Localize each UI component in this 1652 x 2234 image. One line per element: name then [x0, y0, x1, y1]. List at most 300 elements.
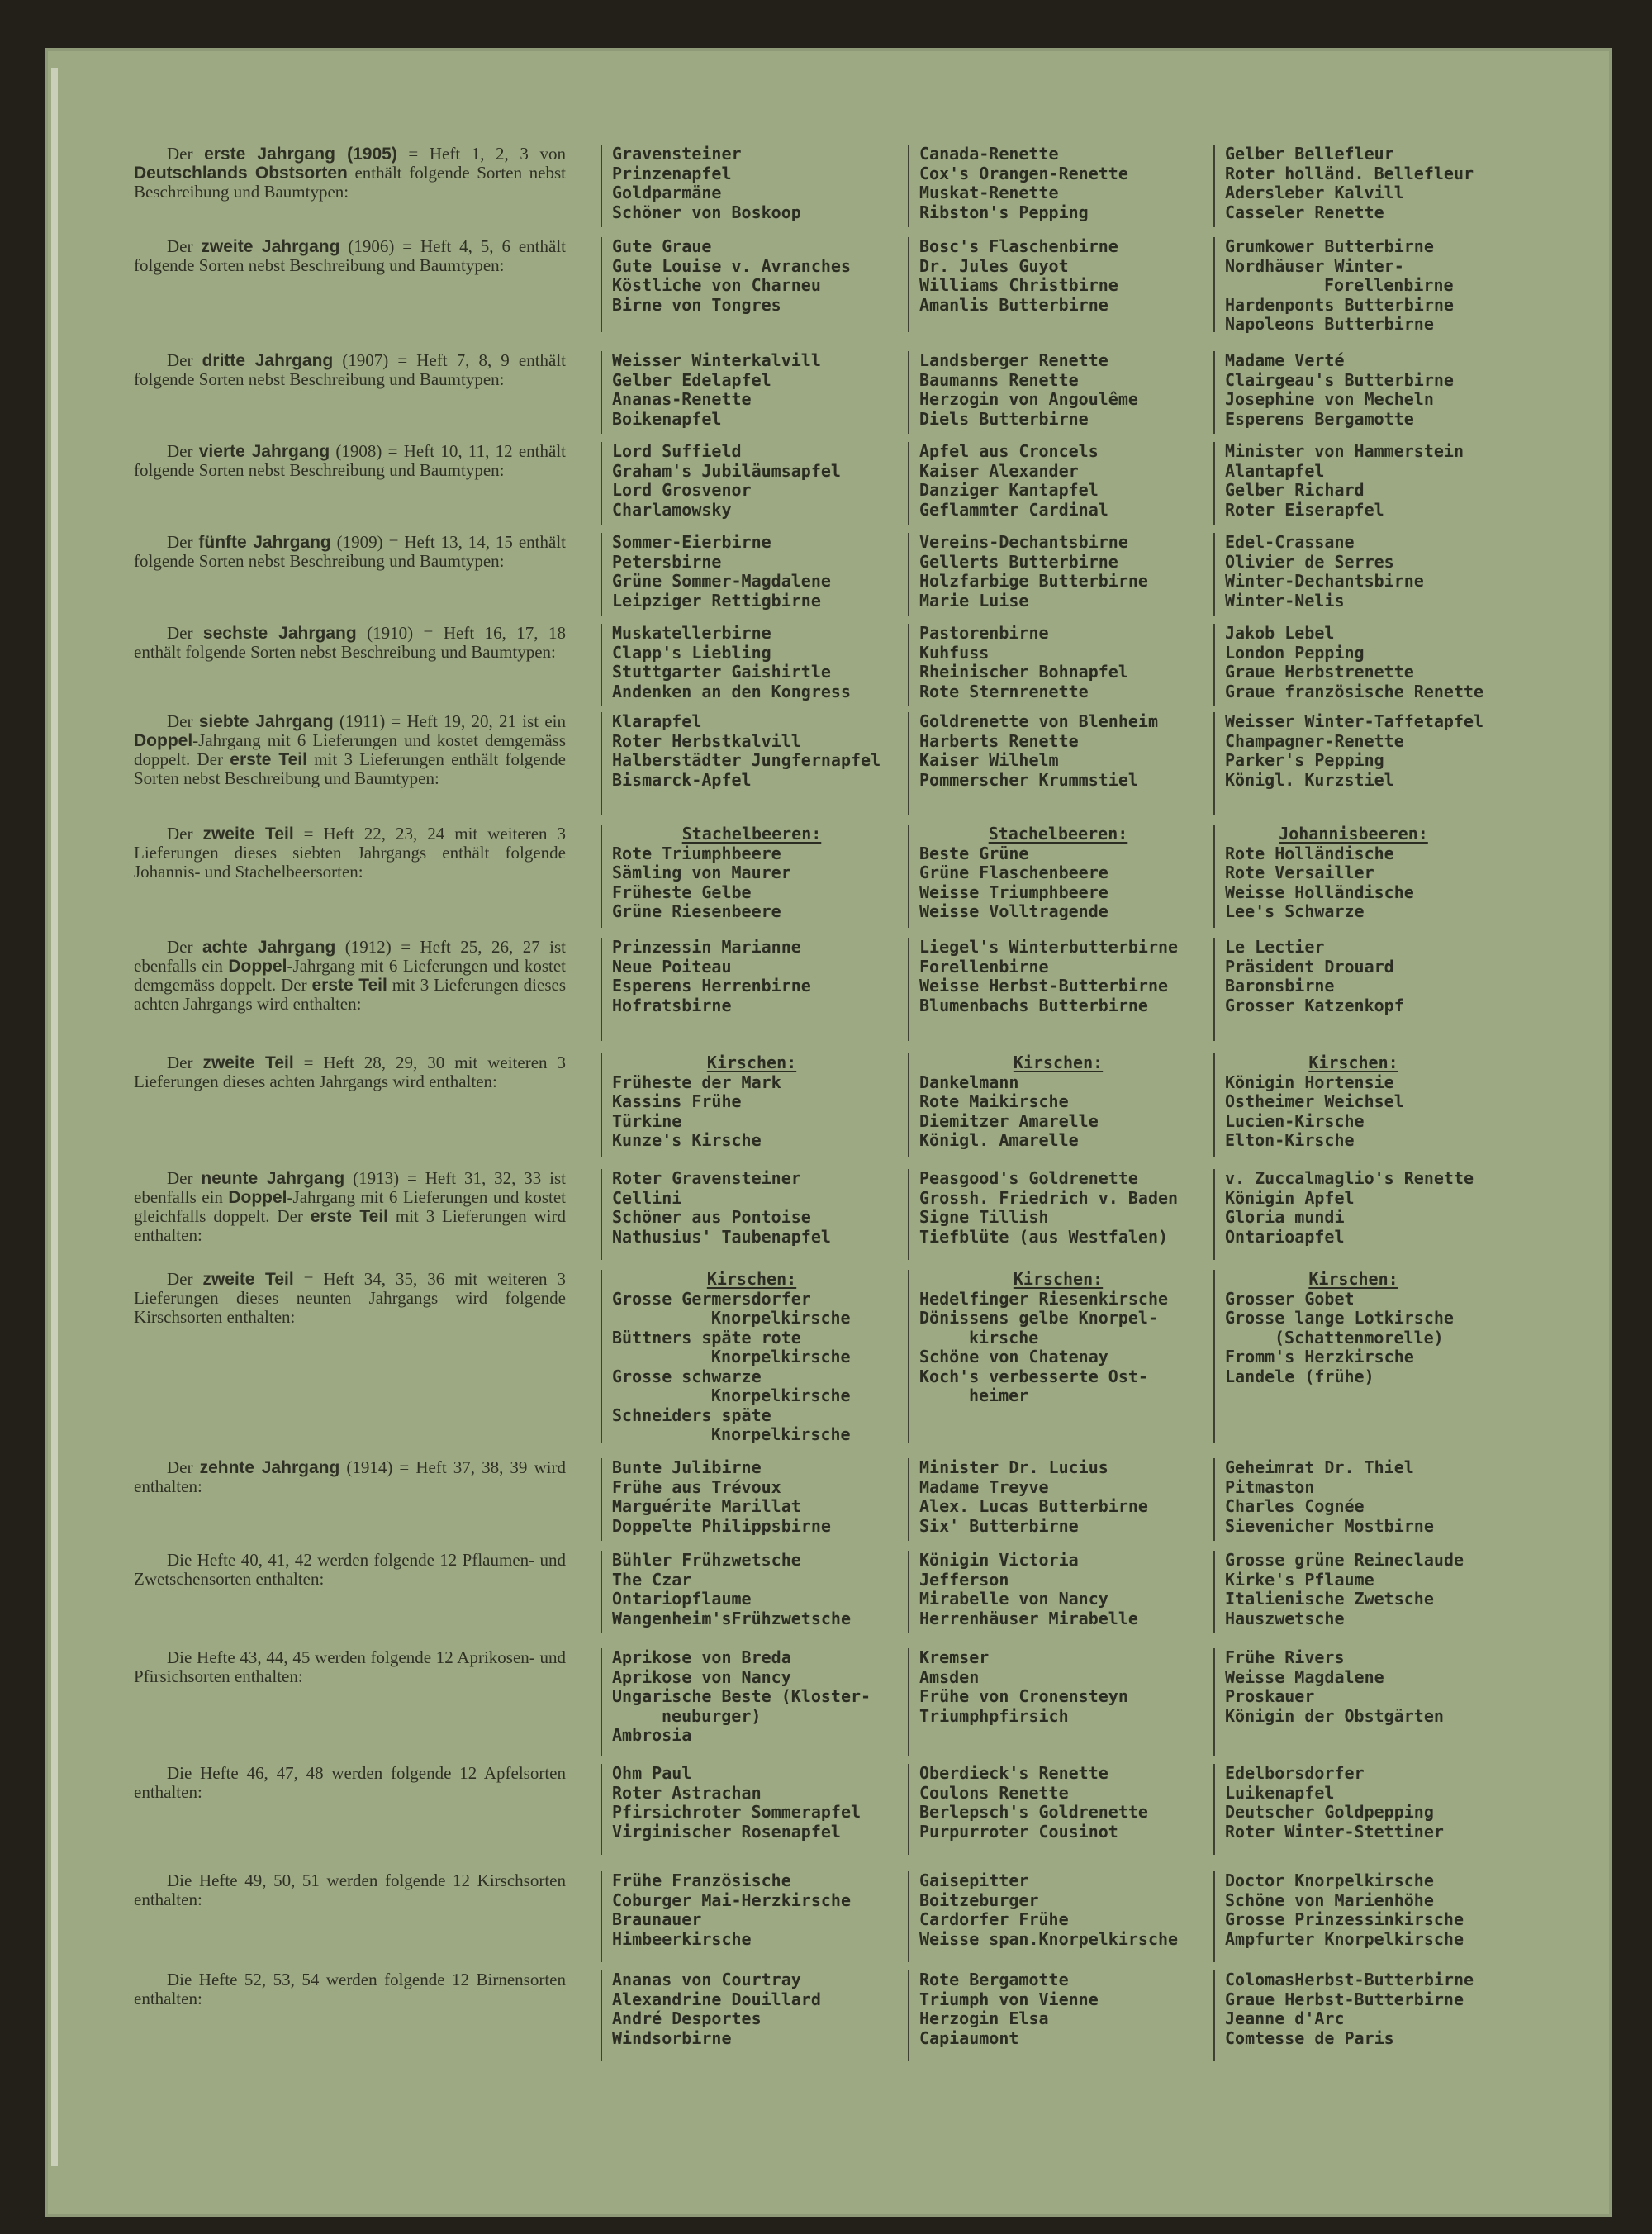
variety-name: Danziger Kantapfel	[919, 480, 1099, 500]
variety-name: Grosser Katzenkopf	[1225, 995, 1404, 1015]
variety-name: Clapp's Liebling	[612, 642, 771, 663]
variety-name: Cox's Orangen-Renette	[919, 163, 1128, 183]
variety-name: Baumanns Renette	[919, 369, 1079, 390]
variety-name: André Desportes	[612, 2008, 762, 2028]
variety-name: Rote Triumphbeere	[612, 843, 781, 863]
variety-name: Weisse Volltragende	[919, 901, 1108, 921]
variety-name: Ungarische Beste (Kloster-	[612, 1686, 871, 1706]
variety-name: Gute Graue	[612, 236, 712, 256]
variety-name: Nathusius' Taubenapfel	[612, 1226, 831, 1247]
volume-description: Die Hefte 43, 44, 45 werden folgende 12 Aprikosen- und Pfirsichsorten enthalten:	[134, 1647, 566, 1686]
variety-name: Bunte Julibirne	[612, 1457, 762, 1477]
volume-description: Der zehnte Jahrgang (1914) = Heft 37, 38, 39 wird enthalten:	[134, 1457, 567, 1496]
variety-column-2	[908, 1551, 1213, 1633]
variety-name: Dr. Jules Guyot	[919, 255, 1069, 276]
volume-description: Der zweite Teil = Heft 28, 29, 30 mit weiteren 3 Lieferungen dieses achten Jahrgangs wird enthalten:	[134, 1053, 567, 1091]
variety-name: Liegel's Winterbutterbirne	[919, 937, 1179, 957]
variety-name: Leipziger Rettigbirne	[612, 590, 821, 611]
variety-column-1	[601, 1270, 908, 1443]
variety-name: Napoleons Butterbirne	[1225, 314, 1434, 334]
variety-column-2	[908, 825, 1213, 928]
variety-name: Parker's Pepping	[1225, 750, 1384, 770]
variety-column-3	[1213, 1270, 1498, 1443]
variety-name: Jakob Lebel	[1225, 623, 1335, 643]
variety-name: Königin Hortensie	[1225, 1072, 1394, 1092]
variety-name: Geflammter Cardinal	[919, 499, 1108, 520]
variety-column-1	[601, 1648, 908, 1756]
catalog-row	[134, 1270, 1498, 1443]
variety-name: Weisse Herbst-Butterbirne	[919, 976, 1169, 996]
variety-column-3	[1213, 533, 1498, 616]
variety-column-1	[601, 145, 908, 227]
variety-column-1	[601, 1871, 908, 1962]
variety-name: Italienische Zwetsche	[1225, 1589, 1434, 1609]
variety-name: Jefferson	[919, 1569, 1009, 1590]
variety-name: Nordhäuser Winter-	[1225, 255, 1404, 276]
variety-column-2	[908, 1764, 1213, 1855]
variety-name: Stuttgarter Gaishirtle	[612, 662, 831, 682]
variety-column-3	[1213, 1458, 1498, 1541]
variety-name: Grosse schwarze	[612, 1366, 762, 1386]
variety-name: Triumphpfirsich	[919, 1705, 1069, 1726]
variety-column-1	[601, 624, 908, 706]
variety-name: Vereins-Dechantsbirne	[919, 532, 1128, 552]
variety-name: Champagner-Renette	[1225, 730, 1404, 751]
variety-name: Rote Bergamotte	[919, 1970, 1069, 1989]
catalog-row	[134, 1764, 1498, 1855]
variety-name: Amanlis Butterbirne	[919, 294, 1108, 315]
variety-name: Virginischer Rosenapfel	[612, 1821, 841, 1842]
variety-column-2	[908, 442, 1213, 525]
variety-name: Le Lectier	[1225, 937, 1325, 957]
variety-column-1	[601, 1458, 908, 1541]
variety-name: Königin Victoria	[919, 1550, 1079, 1570]
variety-name: Alexandrine Douillard	[612, 1989, 821, 2009]
variety-name: Casseler Renette	[1225, 202, 1384, 222]
variety-name: Roter Eiserapfel	[1225, 499, 1384, 520]
variety-name: Pommerscher Krummstiel	[919, 769, 1138, 790]
volume-description: Der siebte Jahrgang (1911) = Heft 19, 20, 21 ist ein Doppel-Jahrgang mit 6 Lieferungen und kostet demgemäss doppelt. Der erste Teil mit 3 Lieferungen enthält folgende Sorten nebst Beschreibung und Baumtypen:	[134, 711, 566, 788]
variety-name: Weisser Winterkalvill	[612, 350, 821, 370]
volume-description: Der zweite Teil = Heft 34, 35, 36 mit weiteren 3 Lieferungen dieses neunten Jahrgangs wird folgende Kirschsorten enthalten:	[134, 1269, 567, 1327]
variety-name: Gaisepitter	[919, 1870, 1029, 1890]
fruit-group-heading: Kirschen:	[706, 1269, 797, 1289]
variety-name: Bismarck-Apfel	[612, 769, 752, 790]
variety-column-2	[908, 1648, 1213, 1756]
variety-name: Koch's verbesserte Ost-	[919, 1366, 1148, 1386]
variety-name: Ribston's Pepping	[919, 202, 1089, 222]
volume-description: Die Hefte 46, 47, 48 werden folgende 12 Apfelsorten enthalten:	[134, 1763, 566, 1802]
variety-name: Köstliche von Charneu	[612, 275, 821, 295]
variety-name: Geheimrat Dr. Thiel	[1225, 1457, 1414, 1477]
variety-name: Grosse Prinzessinkirsche	[1225, 1909, 1464, 1929]
variety-name: Aprikose von Nancy	[612, 1666, 791, 1687]
fruit-group-heading: Kirschen:	[1013, 1269, 1104, 1289]
variety-name: Hardenponts Butterbirne	[1225, 294, 1454, 315]
variety-name: Braunauer	[612, 1909, 702, 1929]
variety-name: Marie Luise	[919, 590, 1029, 611]
variety-name: Ambrosia	[612, 1725, 692, 1745]
variety-name: Ananas von Courtray	[612, 1970, 801, 1989]
variety-name: Kaiser Alexander	[919, 460, 1079, 481]
variety-name: Grumkower Butterbirne	[1225, 236, 1434, 256]
variety-name: Esperens Bergamotte	[1225, 408, 1414, 429]
variety-name: Apfel aus Croncels	[919, 441, 1099, 461]
variety-name: Peasgood's Goldrenette	[919, 1168, 1138, 1188]
variety-name: Muskat-Renette	[919, 183, 1059, 202]
variety-column-3	[1213, 351, 1498, 434]
volume-description: Die Hefte 49, 50, 51 werden folgende 12 Kirschsorten enthalten:	[134, 1870, 566, 1909]
variety-name: v. Zuccalmaglio's Renette	[1225, 1168, 1474, 1188]
catalog-row	[134, 624, 1498, 706]
catalog-row	[134, 1970, 1498, 2061]
variety-name: Jeanne d'Arc	[1225, 2008, 1345, 2028]
variety-column-3	[1213, 1169, 1498, 1260]
variety-name: Ontarioapfel	[1225, 1226, 1345, 1247]
variety-name: Cardorfer Frühe	[919, 1909, 1069, 1929]
variety-name: Schneiders späte	[612, 1405, 771, 1425]
variety-name: Weisse Triumphbeere	[919, 882, 1108, 902]
variety-column-1	[601, 351, 908, 434]
volume-description: Der fünfte Jahrgang (1909) = Heft 13, 14, 15 enthält folgende Sorten nebst Beschreibung und Baumtypen:	[134, 532, 566, 571]
variety-name: Pfirsichroter Sommerapfel	[612, 1802, 862, 1822]
variety-name: Baronsbirne	[1225, 976, 1335, 996]
variety-name: Graue Herbstrenette	[1225, 662, 1414, 682]
variety-column-2	[908, 938, 1213, 1041]
catalog-row	[134, 1053, 1498, 1157]
variety-name: Oberdieck's Renette	[919, 1763, 1108, 1783]
variety-name: Prinzenapfel	[612, 163, 732, 183]
variety-name: Schöner von Boskoop	[612, 202, 801, 222]
variety-name: Beste Grüne	[919, 843, 1029, 863]
variety-name: Kremser	[919, 1647, 990, 1667]
variety-name: Sommer-Eierbirne	[612, 532, 771, 552]
variety-name: Proskauer	[1225, 1686, 1315, 1706]
volume-description: Der zweite Jahrgang (1906) = Heft 4, 5, 6 enthält folgende Sorten nebst Beschreibung und Baumtypen:	[134, 236, 566, 275]
variety-column-1	[601, 533, 908, 616]
variety-column-3	[1213, 825, 1498, 928]
catalog-row	[134, 237, 1498, 332]
catalog-row	[134, 442, 1498, 525]
variety-column-2	[908, 1169, 1213, 1260]
variety-name: Edel-Crassane	[1225, 532, 1355, 552]
variety-name: Herzogin von Angoulême	[919, 389, 1138, 409]
variety-column-2	[908, 351, 1213, 434]
variety-name: Neue Poiteau	[612, 956, 732, 977]
variety-name: Rote Sternrenette	[919, 681, 1089, 701]
variety-name: Clairgeau's Butterbirne	[1225, 369, 1454, 390]
variety-name-continued: heimer	[969, 1386, 1029, 1405]
variety-name: Königin Apfel	[1225, 1187, 1355, 1208]
variety-name: Gravensteiner	[612, 144, 742, 164]
catalog-row	[134, 938, 1498, 1041]
variety-name: Olivier de Serres	[1225, 551, 1394, 572]
variety-name: Königl. Amarelle	[919, 1130, 1079, 1150]
variety-column-2	[908, 1053, 1213, 1157]
variety-name: Büttners späte rote	[612, 1327, 801, 1348]
variety-name: Weisser Winter-Taffetapfel	[1225, 711, 1484, 731]
variety-name: Halberstädter Jungfernapfel	[612, 750, 881, 770]
variety-name: Königl. Kurzstiel	[1225, 769, 1394, 790]
variety-name: Herzogin Elsa	[919, 2008, 1049, 2028]
variety-name: Six' Butterbirne	[919, 1515, 1079, 1536]
variety-name: Comtesse de Paris	[1225, 2027, 1394, 2048]
variety-name: Schöne von Marienhöhe	[1225, 1889, 1434, 1910]
variety-column-2	[908, 1458, 1213, 1541]
variety-name: Kassins Frühe	[612, 1091, 742, 1111]
variety-name: Grüne Riesenbeere	[612, 901, 781, 921]
variety-name: Capiaumont	[919, 2027, 1019, 2048]
variety-column-2	[908, 712, 1213, 815]
variety-name: Coburger Mai-Herzkirsche	[612, 1889, 851, 1910]
variety-column-1	[601, 1169, 908, 1260]
variety-column-1	[601, 712, 908, 815]
variety-name: Doppelte Philippsbirne	[612, 1515, 831, 1536]
variety-name: Frühe von Cronensteyn	[919, 1686, 1128, 1706]
variety-column-1	[601, 442, 908, 525]
variety-name: Forellenbirne	[919, 956, 1049, 977]
variety-name: Früheste Gelbe	[612, 882, 752, 902]
variety-name: Landsberger Renette	[919, 350, 1108, 370]
variety-name: Bosc's Flaschenbirne	[919, 236, 1118, 256]
variety-name: Luikenapfel	[1225, 1782, 1335, 1803]
catalog-row	[134, 1871, 1498, 1962]
variety-name: Ostheimer Weichsel	[1225, 1091, 1404, 1111]
variety-name: Lord Suffield	[612, 441, 742, 461]
variety-name: Grüne Sommer-Magdalene	[612, 571, 831, 591]
variety-name: Dönissens gelbe Knorpel-	[919, 1308, 1158, 1328]
variety-name-continued: Forellenbirne	[1324, 275, 1454, 295]
variety-column-2	[908, 1270, 1213, 1443]
variety-name: The Czar	[612, 1569, 692, 1590]
variety-name: Diemitzer Amarelle	[919, 1110, 1099, 1131]
variety-column-3	[1213, 938, 1498, 1041]
variety-name: Weisse span.Knorpelkirsche	[919, 1928, 1179, 1949]
variety-column-3	[1213, 624, 1498, 706]
variety-column-1	[601, 1551, 908, 1633]
variety-name: Wangenheim'sFrühzwetsche	[612, 1608, 851, 1628]
variety-column-2	[908, 1970, 1213, 2061]
variety-name: Roter Astrachan	[612, 1782, 762, 1803]
catalog-row	[134, 145, 1498, 227]
variety-name: Blumenbachs Butterbirne	[919, 995, 1148, 1015]
variety-name: Roter Gravensteiner	[612, 1168, 801, 1188]
variety-name: Charles Cognée	[1225, 1496, 1365, 1516]
catalog-row	[134, 1458, 1498, 1541]
variety-name: Harberts Renette	[919, 730, 1079, 751]
variety-name: Roter holländ. Bellefleur	[1225, 163, 1474, 183]
variety-name: Edelborsdorfer	[1225, 1763, 1365, 1783]
fruit-group-heading: Stachelbeeren:	[681, 824, 822, 844]
catalog-row	[134, 1169, 1498, 1260]
variety-name: Rheinischer Bohnapfel	[919, 662, 1128, 682]
variety-name: Schöner aus Pontoise	[612, 1207, 811, 1227]
variety-name: London Pepping	[1225, 642, 1365, 663]
variety-name: Kuhfuss	[919, 642, 990, 663]
variety-name: Grossh. Friedrich v. Baden	[919, 1187, 1179, 1208]
variety-name: Frühe Französische	[612, 1870, 791, 1890]
variety-name: Grosser Gobet	[1225, 1288, 1355, 1309]
variety-name: Himbeerkirsche	[612, 1928, 752, 1949]
variety-name: Petersbirne	[612, 551, 722, 572]
variety-name: Windsorbirne	[612, 2027, 732, 2048]
variety-name: Elton-Kirsche	[1225, 1130, 1355, 1150]
variety-name: Diels Butterbirne	[919, 408, 1089, 429]
variety-name: Minister von Hammerstein	[1225, 441, 1464, 461]
variety-name: Grosse grüne Reineclaude	[1225, 1550, 1464, 1570]
variety-column-1	[601, 1764, 908, 1855]
variety-name: Signe Tillish	[919, 1207, 1049, 1227]
variety-name: Roter Winter-Stettiner	[1225, 1821, 1444, 1842]
variety-column-3	[1213, 237, 1498, 332]
variety-name: Alantapfel	[1225, 460, 1325, 481]
variety-name-continued: neuburger)	[662, 1705, 762, 1726]
variety-name: Ohm Paul	[612, 1763, 692, 1783]
variety-column-3	[1213, 1648, 1498, 1756]
variety-name: Winter-Dechantsbirne	[1225, 571, 1424, 591]
variety-name-continued: Knorpelkirsche	[711, 1308, 851, 1328]
variety-name: Triumph von Vienne	[919, 1989, 1099, 2009]
variety-name: Hofratsbirne	[612, 995, 732, 1015]
variety-column-1	[601, 825, 908, 928]
variety-column-2	[908, 533, 1213, 616]
variety-name: Rote Versailler	[1225, 863, 1374, 882]
variety-name: Hedelfinger Riesenkirsche	[919, 1288, 1169, 1309]
variety-name: Präsident Drouard	[1225, 956, 1394, 977]
variety-name: Hauszwetsche	[1225, 1608, 1345, 1628]
variety-name: Grosse lange Lotkirsche	[1225, 1308, 1454, 1328]
variety-name: Minister Dr. Lucius	[919, 1457, 1108, 1477]
variety-name: Deutscher Goldpepping	[1225, 1802, 1434, 1822]
variety-name: Boikenapfel	[612, 408, 722, 429]
variety-column-3	[1213, 1871, 1498, 1962]
variety-name: Cellini	[612, 1187, 682, 1208]
variety-name: Kaiser Wilhelm	[919, 750, 1059, 770]
variety-column-2	[908, 1871, 1213, 1962]
volume-description: Der sechste Jahrgang (1910) = Heft 16, 17, 18 enthält folgende Sorten nebst Beschreibung und Baumtypen:	[134, 623, 566, 662]
variety-name: Adersleber Kalvill	[1225, 183, 1404, 202]
variety-column-1	[601, 938, 908, 1041]
volume-description: Der dritte Jahrgang (1907) = Heft 7, 8, 9 enthält folgende Sorten nebst Beschreibung und Baumtypen:	[134, 350, 567, 389]
variety-name: Herrenhäuser Mirabelle	[919, 1608, 1138, 1628]
variety-name-continued: Knorpelkirsche	[711, 1424, 851, 1444]
variety-name-continued: Knorpelkirsche	[711, 1347, 851, 1367]
variety-name: Dankelmann	[919, 1072, 1019, 1092]
variety-name: Ontariopflaume	[612, 1589, 752, 1609]
variety-name: Fromm's Herzkirsche	[1225, 1347, 1414, 1367]
variety-name: Goldrenette von Blenheim	[919, 711, 1158, 731]
catalog-row	[134, 351, 1498, 434]
variety-name: Mirabelle von Nancy	[919, 1589, 1108, 1609]
variety-name: Klarapfel	[612, 711, 702, 731]
variety-name: Kirke's Pflaume	[1225, 1569, 1374, 1590]
variety-column-3	[1213, 1551, 1498, 1633]
variety-name: Prinzessin Marianne	[612, 937, 801, 957]
variety-name: Muskatellerbirne	[612, 623, 771, 643]
variety-name: Frühe Rivers	[1225, 1647, 1345, 1667]
variety-name: Boitzeburger	[919, 1889, 1039, 1910]
variety-name: Frühe aus Trévoux	[612, 1476, 781, 1497]
variety-name: Birne von Tongres	[612, 294, 781, 315]
variety-name: Bühler Frühzwetsche	[612, 1550, 801, 1570]
variety-name: Früheste der Mark	[612, 1072, 781, 1092]
catalog-row	[134, 533, 1498, 616]
variety-column-1	[601, 1053, 908, 1157]
variety-column-2	[908, 624, 1213, 706]
variety-name: Marguérite Marillat	[612, 1496, 801, 1516]
variety-name: Rote Maikirsche	[919, 1091, 1069, 1111]
variety-name: Roter Herbstkalvill	[612, 730, 801, 751]
volume-description: Der achte Jahrgang (1912) = Heft 25, 26, 27 ist ebenfalls ein Doppel-Jahrgang mit 6 Lieferungen und kostet demgemäss doppelt. Der erste Teil mit 3 Lieferungen dieses achten Jahrgangs wird enthalten:	[134, 937, 567, 1014]
variety-name: Rote Holländische	[1225, 843, 1394, 863]
variety-name: Pastorenbirne	[919, 623, 1049, 643]
variety-name: ColomasHerbst-Butterbirne	[1225, 1970, 1474, 1989]
variety-column-2	[908, 237, 1213, 332]
variety-name: Canada-Renette	[919, 144, 1059, 164]
catalog-row	[134, 1551, 1498, 1633]
variety-name: Williams Christbirne	[919, 275, 1118, 295]
variety-name: Esperens Herrenbirne	[612, 976, 811, 996]
variety-name: Graue Herbst-Butterbirne	[1225, 1989, 1464, 2009]
variety-name: Charlamowsky	[612, 499, 732, 520]
variety-name: Grüne Flaschenbeere	[919, 863, 1108, 882]
variety-name: Holzfarbige Butterbirne	[919, 571, 1148, 591]
variety-column-3	[1213, 712, 1498, 815]
variety-column-3	[1213, 1764, 1498, 1855]
variety-name-continued: Knorpelkirsche	[711, 1386, 851, 1405]
variety-column-3	[1213, 442, 1498, 525]
variety-name: Gellerts Butterbirne	[919, 551, 1118, 572]
fruit-group-heading: Kirschen:	[1308, 1053, 1398, 1072]
volume-description: Der erste Jahrgang (1905) = Heft 1, 2, 3 von Deutschlands Obstsorten enthält folgende Sorten nebst Beschreibung und Baumtypen:	[134, 144, 566, 202]
variety-name: Alex. Lucas Butterbirne	[919, 1496, 1148, 1516]
volume-description: Die Hefte 40, 41, 42 werden folgende 12 Pflaumen- und Zwetschensorten enthalten:	[134, 1550, 566, 1589]
variety-name: Weisse Holländische	[1225, 882, 1414, 902]
volume-description: Der neunte Jahrgang (1913) = Heft 31, 32, 33 ist ebenfalls ein Doppel-Jahrgang mit 6 Lieferungen und kostet gleichfalls doppelt. Der erste Teil mit 3 Lieferungen wird enthalten:	[134, 1168, 567, 1245]
variety-name: Lord Grosvenor	[612, 480, 752, 500]
variety-name: Winter-Nelis	[1225, 590, 1345, 611]
variety-name: Sievenicher Mostbirne	[1225, 1515, 1434, 1536]
variety-column-2	[908, 145, 1213, 227]
variety-name: Andenken an den Kongress	[612, 681, 851, 701]
variety-name-continued: (Schattenmorelle)	[1275, 1327, 1444, 1348]
variety-name: Graue französische Renette	[1225, 681, 1484, 701]
variety-name: Weisse Magdalene	[1225, 1666, 1384, 1687]
variety-name: Gute Louise v. Avranches	[612, 255, 851, 276]
variety-column-3	[1213, 1970, 1498, 2061]
variety-name: Ananas-Renette	[612, 389, 752, 409]
variety-name: Amsden	[919, 1666, 980, 1687]
variety-name: Gelber Bellefleur	[1225, 144, 1394, 164]
fruit-group-heading: Kirschen:	[706, 1053, 797, 1072]
variety-name: Kunze's Kirsche	[612, 1130, 762, 1150]
volume-description: Der zweite Teil = Heft 22, 23, 24 mit weiteren 3 Lieferungen dieses siebten Jahrgangs enthält folgende Johannis- und Stachelbeersorten:	[134, 824, 567, 882]
variety-name: Madame Verté	[1225, 350, 1345, 370]
variety-name: Purpurroter Cousinot	[919, 1821, 1118, 1842]
variety-name: Schöne von Chatenay	[919, 1347, 1108, 1367]
variety-name: Lucien-Kirsche	[1225, 1110, 1365, 1131]
variety-name: Ampfurter Knorpelkirsche	[1225, 1928, 1464, 1949]
volume-description: Die Hefte 52, 53, 54 werden folgende 12 Birnensorten enthalten:	[134, 1970, 566, 2008]
fruit-group-heading: Kirschen:	[1013, 1053, 1104, 1072]
catalog-row	[134, 1648, 1498, 1756]
variety-name: Berlepsch's Goldrenette	[919, 1802, 1148, 1822]
variety-name: Doctor Knorpelkirsche	[1225, 1870, 1434, 1890]
variety-name: Landele (frühe)	[1225, 1366, 1374, 1386]
volume-description: Der vierte Jahrgang (1908) = Heft 10, 11, 12 enthält folgende Sorten nebst Beschreibung und Baumtypen:	[134, 441, 566, 480]
variety-name: Coulons Renette	[919, 1782, 1069, 1803]
variety-name: Graham's Jubiläumsapfel	[612, 460, 841, 481]
